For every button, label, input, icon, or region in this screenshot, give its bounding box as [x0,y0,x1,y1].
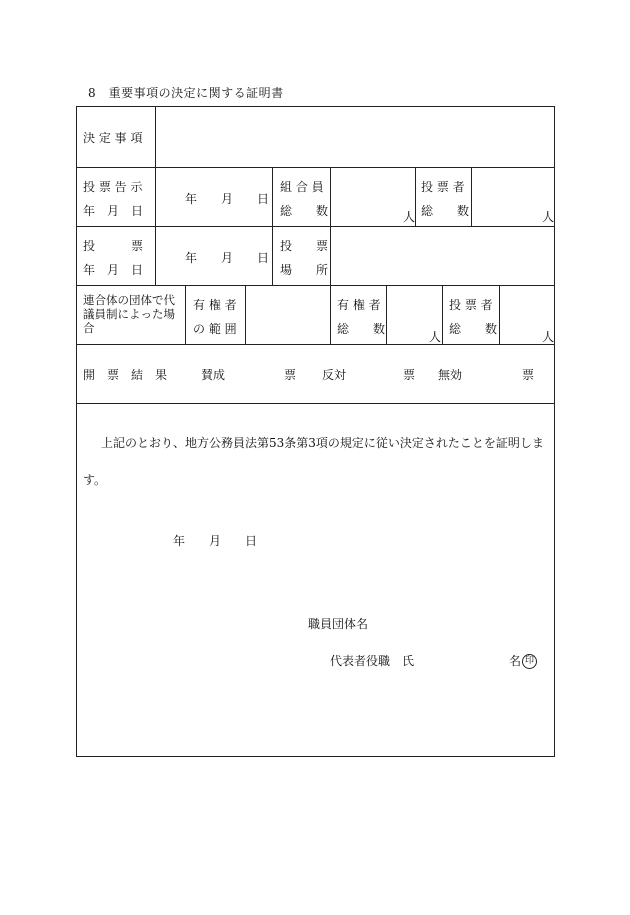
no-label: 反対 [322,368,347,382]
vote-place-label-2: 場 所 [280,263,329,277]
col-divider [185,285,186,344]
row-divider [77,167,554,168]
representative-label: 代表者役職 氏 [330,654,415,668]
decision-label: 決 定 事 項 [83,131,143,145]
col-divider [245,285,246,344]
voters-unit: 人 [542,210,555,224]
federation-label-line1: 連合体の団体で代 [83,293,175,307]
vote-place-label-1: 投 票 [280,239,329,253]
notice-date: 年 月 日 [185,192,270,206]
voters-total-label-2: 総 数 [421,204,470,218]
certificate-form [76,106,555,757]
col-divider [155,107,156,285]
yes-unit: 票 [284,368,297,382]
row-divider [77,403,554,404]
yes-label: 賛成 [201,368,226,382]
notice-label-line1: 投 票 告 示 [83,180,143,194]
federation-label-line2: 議員制によった場 [83,307,175,321]
invalid-label: 無効 [438,368,463,382]
row-divider [77,285,554,286]
seal-icon: 印 [522,654,537,669]
certification-statement-line1: 上記のとおり、地方公務員法第53条第3項の規定に従い決定されたことを証明しま [101,436,544,450]
members-unit: 人 [403,210,416,224]
vote-label-line2: 年 月 日 [83,263,144,277]
col-divider [499,285,500,344]
col-divider [386,285,387,344]
result-label: 開 票 結 果 [83,368,168,382]
members-total-label-1: 組 合 員 [280,180,324,194]
electorate-total-label-2: 総 数 [337,322,386,336]
electorate-total-label-1: 有 権 者 [337,298,381,312]
document-title: 8 重要事項の決定に関する証明書 [88,86,284,100]
members-total-label-2: 総 数 [280,204,329,218]
federation-label-line3: 合 [83,321,95,335]
no-unit: 票 [403,368,416,382]
fed-voters-label-1: 投 票 者 [449,298,493,312]
electorate-scope-label-1: 有 権 者 [193,298,237,312]
org-name-label: 職員団体名 [308,617,369,631]
voters-total-label-1: 投 票 者 [421,180,465,194]
fed-voters-unit: 人 [542,330,555,344]
fed-voters-label-2: 総 数 [449,322,498,336]
invalid-unit: 票 [522,368,535,382]
col-divider [471,167,472,226]
certification-statement-line2: す。 [83,473,107,487]
vote-date: 年 月 日 [185,251,270,265]
col-divider [330,167,331,285]
name-seal [509,652,537,669]
row-divider [77,344,554,345]
col-divider [330,285,331,344]
vote-label-line1: 投 票 [83,239,144,253]
col-divider [272,167,273,285]
col-divider [442,285,443,344]
electorate-unit: 人 [429,330,442,344]
notice-label-line2: 年 月 日 [83,204,144,218]
row-divider [77,226,554,227]
name-label: 名 [509,654,522,668]
certification-date: 年 月 日 [173,534,258,548]
electorate-scope-label-2: の 範 囲 [193,322,237,336]
col-divider [415,167,416,226]
